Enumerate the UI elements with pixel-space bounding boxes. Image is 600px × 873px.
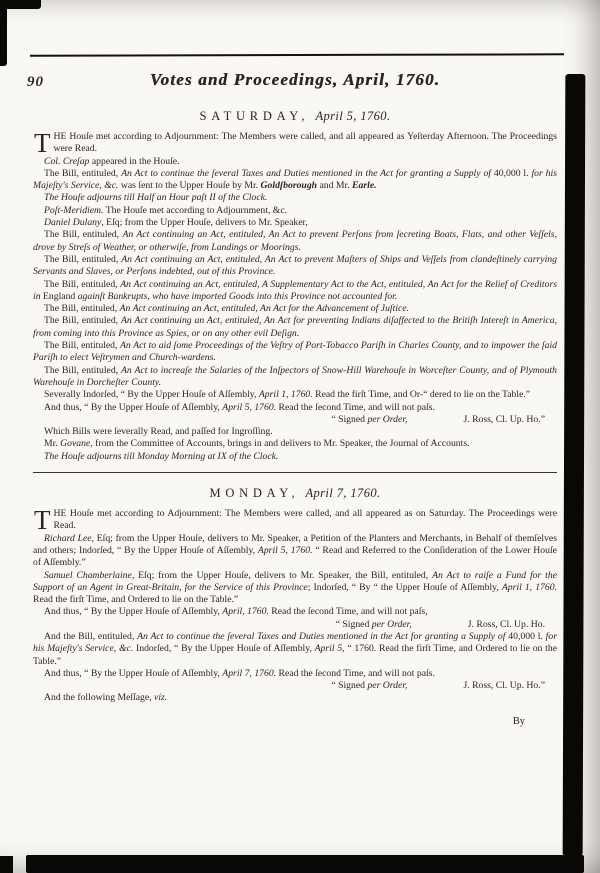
para-severally-indorsed xyxy=(33,389,557,401)
text-segment: April 5, 1760. xyxy=(257,544,313,556)
text-segment: An Act continuing an Act, entituled, An Act to prevent Maſters of Ships and Veſſels from clandeſtinely carrying Servants and Slaves, or Perſons indebted, out of this Province. xyxy=(33,253,557,278)
text-segment: , Eſq; from the Upper Houſe, delivers to Mr. Speaker, the Bill, entituled, xyxy=(131,569,433,581)
para-bill-taxes-sent xyxy=(33,168,557,193)
text-segment: “ Signed xyxy=(331,680,368,692)
text-segment: An Act continuing an Act, entituled, An Act to prevent Perſons from ſecreting Boats, Flats, and other Veſſels, drove by Streſs of Weather, or otherwiſe, from Landings or Moorings. xyxy=(33,229,557,253)
text-segment: April 7, 1760. xyxy=(222,667,277,679)
para-signed-3 xyxy=(33,680,557,692)
para-bill-masters xyxy=(33,254,557,279)
text-segment: Poſt-Meridiem. xyxy=(44,204,104,216)
text-segment: Indorſed, “ By the Upper Houſe of Aſſembly, xyxy=(133,643,315,655)
text-segment: And thus, “ By the Upper Houſe of Aſſembly, xyxy=(44,606,223,618)
text-segment: April 5, xyxy=(314,643,345,655)
text-segment: HE Houſe met according to Adjournment: The Members were called, and all appeared as on Saturday. The Proceedings were Read. xyxy=(53,508,557,532)
text-segment: for his Majeſty's Service, &c. xyxy=(33,630,557,655)
text-segment: An Act to increaſe the Salaries of the Inſpectors of Snow-Hill Warehouſe in Worceſter County, and of Plymouth Warehouſe in Dorcheſter County. xyxy=(33,364,557,388)
section-saturday xyxy=(33,109,557,463)
text-segment: per Order, xyxy=(371,618,412,630)
running-title: Votes and Proceedings, April, 1760. xyxy=(149,70,441,89)
text-segment: “ 1760. Read the firſt Time, and Ordered to lie on the Table.” xyxy=(33,643,557,667)
text-segment: Read the firſt Time, and Ordered to lie on the Table.” xyxy=(33,594,239,606)
text-segment: , Eſq; from the Upper Houſe, delivers to Mr. Speaker, xyxy=(101,217,308,229)
para-adjourn-half-hour xyxy=(33,192,557,204)
text-segment: Severally Indorſed, “ By the Upper Houſe of Aſſembly, xyxy=(44,389,259,401)
text-segment: An Act to aid ſome Proceedings of the Veſtry of Port-Tobacco Pariſh in Charles County, and to impower the ſaid Pariſh to elect Veſtrymen and Church-wardens. xyxy=(33,340,558,364)
drop-cap: T xyxy=(34,128,51,158)
section-divider-rule xyxy=(33,472,557,473)
monday-paragraphs xyxy=(33,505,558,705)
para-signed-2 xyxy=(33,619,557,631)
para-bill-vestry xyxy=(33,340,557,365)
text-segment: An Act continuing an Act, entituled, A Supplementary Act to the Act, entituled, An Act for the Relief of Creditors in xyxy=(33,278,558,302)
text-segment: Read the ſecond Time, and will not paſs, xyxy=(268,606,428,618)
text-segment: Daniel Dulany xyxy=(44,217,102,229)
para-following-message xyxy=(33,692,557,704)
text-segment: HE Houſe met according to Adjournment: The Members were called, and all appeared as Yeſterday Afternoon. The Proceedings were Read. xyxy=(53,131,557,155)
heading-day: SATURDAY, xyxy=(199,109,310,123)
text-segment: The Houſe adjourns till Half an Hour paſt II of the Clock. xyxy=(44,192,268,204)
running-head xyxy=(27,68,557,96)
text-segment: The Bill, entituled, xyxy=(44,340,121,352)
text-segment: Goldſborough xyxy=(260,180,318,192)
text-segment: Col. Creſap xyxy=(44,155,90,167)
text-segment: , Eſq; from the Upper Houſe, delivers to Mr. Speaker, a Petition of the Planters and Merchants, in Behalf of themſelves and others; Indorſed, “ By the Upper Houſe of Aſſembly, xyxy=(33,532,557,556)
text-segment: “ Signed xyxy=(331,413,368,425)
section-heading-monday xyxy=(33,486,557,501)
text-segment: Mr. xyxy=(44,438,61,450)
para-house-met-saturday xyxy=(33,128,557,158)
section-heading-saturday xyxy=(33,109,557,124)
text-segment: Read the ſecond Time, and will not paſs. xyxy=(276,401,435,413)
para-chamberlaine-agent-bill xyxy=(33,570,557,607)
para-bills-read-ingrossing xyxy=(33,426,557,438)
text-segment: The Bill, entituled, xyxy=(44,253,122,265)
page-content xyxy=(27,68,558,727)
text-segment: Richard Lee xyxy=(44,532,92,544)
text-segment: and Mr. xyxy=(317,180,353,192)
text-segment: And thus, “ By the Upper Houſe of Aſſembly, xyxy=(44,401,223,413)
text-segment: An Act continuing an Act, entituled, An Act for preventing Indians diſaffected to the Britiſh Intereſt in America, from coming into this Province as Spies, or on any other evil Deſign. xyxy=(33,315,557,339)
text-segment: Which Bills were ſeverally Read, and paſſed for Ingroſſing. xyxy=(44,426,273,438)
para-signed-1 xyxy=(33,414,557,426)
para-bill-taxes-indorsed xyxy=(33,631,557,668)
text-segment: J. Ross, Cl. Up. Ho.” xyxy=(463,680,545,692)
text-segment: And thus, “ By the Upper Houſe of Aſſembly, xyxy=(44,667,223,679)
para-adjourn-monday xyxy=(33,451,557,463)
saturday-paragraphs xyxy=(33,128,558,463)
section-monday xyxy=(33,486,557,705)
text-segment: England xyxy=(42,290,76,302)
catchword: By xyxy=(512,715,525,727)
para-bill-boats xyxy=(33,229,557,254)
text-segment: Samuel Chamberlaine xyxy=(44,569,132,581)
text-segment: An Act to continue the ſeveral Taxes and Duties mentioned in the Act for granting a Supply of xyxy=(137,630,509,642)
text-segment: 40,000 l. xyxy=(493,167,529,179)
text-segment: April, 1760. xyxy=(222,606,269,618)
text-segment: was ſent to the Upper Houſe by Mr. xyxy=(118,180,261,192)
text-segment: An Act continuing an Act, entituled, An Act for the Advancement of Juſtice. xyxy=(119,303,410,315)
drop-cap: T xyxy=(34,505,51,536)
text-segment: Read the ſecond Time, and will not paſs. xyxy=(276,667,435,679)
heading-day: MONDAY, xyxy=(209,486,300,501)
text-segment: Read the firſt Time, and Or-“ dered to lie on the Table.” xyxy=(312,389,531,401)
text-segment: viz. xyxy=(154,692,168,704)
text-segment: An Act to continue the ſeveral Taxes and Duties mentioned in the Act for granting a Supply of xyxy=(121,167,494,179)
text-segment: , from the Committee of Accounts, brings in and delivers to Mr. Speaker, the Journal of Accounts. xyxy=(90,438,470,450)
text-segment: The Bill, entituled, xyxy=(44,167,122,179)
text-segment: And the Bill, entituled, xyxy=(44,630,138,642)
text-segment: The Bill, entituled, xyxy=(44,278,121,290)
text-segment: 40,000 l. xyxy=(508,630,543,642)
text-segment: The Bill, entituled, xyxy=(44,364,122,376)
para-post-meridiem xyxy=(33,205,557,217)
text-segment: The Bill, entituled, xyxy=(44,303,120,315)
text-segment: Govane xyxy=(60,438,91,450)
para-and-thus-april5 xyxy=(33,402,557,414)
para-and-thus-april xyxy=(33,606,557,618)
para-bill-justice xyxy=(33,303,557,315)
text-segment: And the following Meſſage, xyxy=(44,692,155,704)
text-segment: appeared in the Houſe. xyxy=(89,155,180,167)
heading-date: April 5, 1760. xyxy=(315,109,391,123)
text-segment: April 1, 1760. xyxy=(258,389,313,401)
para-richard-lee-petition xyxy=(33,533,557,570)
page-number: 90 xyxy=(27,74,44,90)
text-segment: Earle. xyxy=(352,180,377,192)
para-govane-accounts xyxy=(33,438,557,450)
para-house-met-monday xyxy=(33,505,557,536)
text-segment: per Order, xyxy=(367,680,408,692)
text-segment: The Houſe adjourns till Monday Morning at IX of the Clock. xyxy=(44,450,279,462)
text-segment: per Order, xyxy=(367,413,408,425)
text-segment: April 1, 1760. xyxy=(501,581,558,593)
para-bill-creditors xyxy=(33,279,557,304)
para-bill-salaries xyxy=(33,365,557,390)
text-segment: An Act to raiſe a Fund for the Support of an Agent in Great-Britain, for the Service of this Province xyxy=(33,569,557,593)
text-segment: The Houſe met according to Adjournment, &c. xyxy=(103,204,288,216)
text-segment: J. Ross, Cl. Up. Ho. xyxy=(467,618,545,630)
text-segment: April 5, 1760. xyxy=(222,401,277,413)
text-segment: “ Signed xyxy=(335,618,372,630)
para-and-thus-april7 xyxy=(33,668,557,680)
text-segment: The Bill, entituled, xyxy=(44,229,123,241)
para-dulany-delivers xyxy=(33,217,557,229)
text-segment: J. Ross, Cl. Up. Ho.” xyxy=(463,413,545,425)
text-segment: againſt Bankrupts, who have imported Goods into this Province not accounted for. xyxy=(75,290,398,302)
para-cresap xyxy=(33,156,557,168)
text-segment: for his Majeſty's Service, &c. xyxy=(33,167,557,192)
para-bill-indians xyxy=(33,315,557,340)
text-segment: The Bill, entituled, xyxy=(44,315,121,327)
heading-date: April 7, 1760. xyxy=(305,486,381,501)
text-segment: “ Read and Referred to the Conſideration of the Lower Houſe of Aſſembly.” xyxy=(33,544,557,569)
text-segment: ; Indorſed, “ By “ the Upper Houſe of Aſſembly, xyxy=(307,581,502,593)
